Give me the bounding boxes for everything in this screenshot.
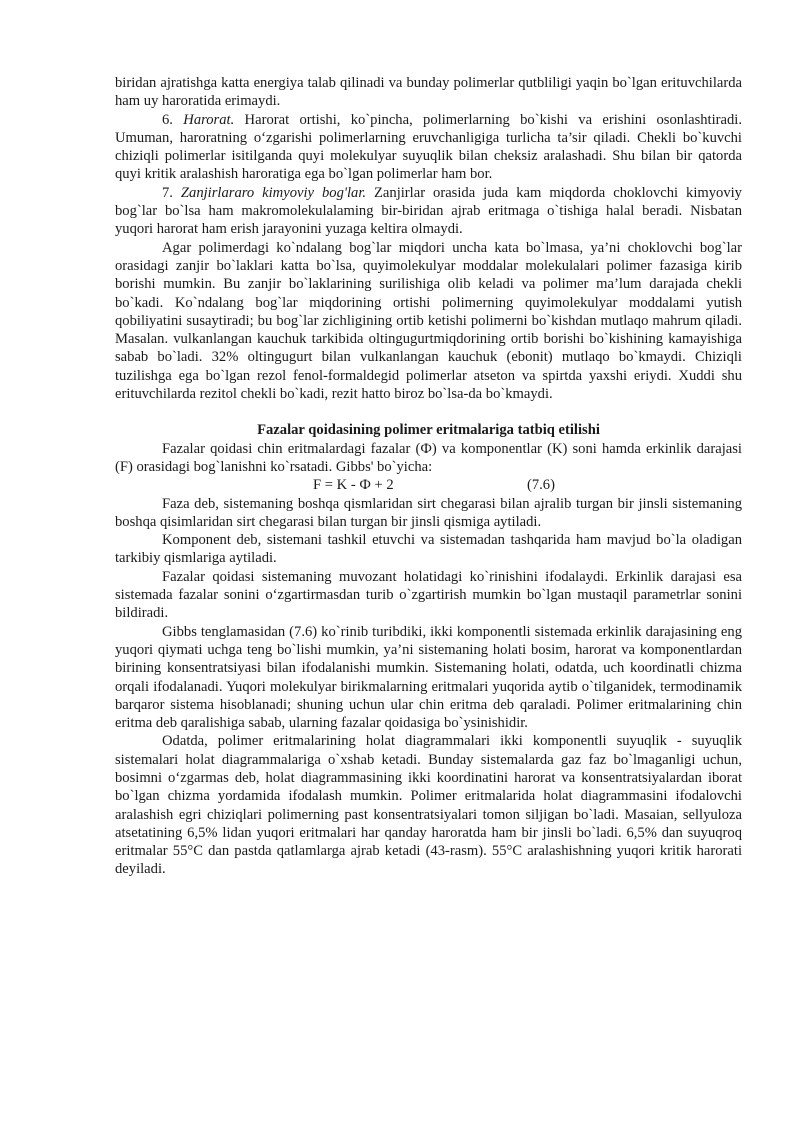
paragraph-crosslink-density: Agar polimerdagi ko`ndalang bog`lar miqdori uncha kata bo`lmasa, ya’ni choklovchi bog`lar orasidagi zanjir bo`laklari katta bo`lsa, quyimolekulyar moddalar molekulalari polimer fazasiga kirib borishi mumkin. Bu zanjir bo`laklarining surilishiga olib keladi va polimer ma’lum darajada chekli bo`kadi. Ko`ndalang bog`lar miqdorining ortishi polimerning quyimolekulyar moddalami yutish qobiliyatini susaytiradi; bu bog`lar zichligining ortib ketishi polimerni bo`kishdan mutlaqo mahrum qiladi. Masalan. vulkanlangan kauchuk tarkibida oltingugurtmiqdorining ortib borishi bo`kishining kamayishiga sabab bo`ladi. 32% oltingugurt bilan vulkanlangan kauchuk (ebonit) mutlaqo bo`kmaydi. Chiziqli tuzilishga ega bo`lgan rezol fenol-formaldegid polimerlar atseton va spirtda yaxshi eriydi. Xuddi shu erituvchilarda rezitol chekli bo`kadi, rezit hatto biroz bo`lsa-da bo`kmaydi. xyxy=(115,239,742,403)
paragraph-continuation: biridan ajratishga katta energiya talab qilinadi va bunday polimerlar qutbliligi yaqin bo`lgan erituvchilarda ham uy haroratida erimaydi. xyxy=(115,75,742,110)
gibbs-formula xyxy=(115,476,742,494)
item-body: Zanjirlar orasida juda kam miqdorda choklovchi kimyoviy bog`lar bo`lsa ham makromolekulalaming bir-biridan ajrab eritmaga o`tishiga halal beradi. Nisbatan yuqori harorat ham erish jarayonini yuzaga keltira olmaydi. xyxy=(115,184,742,238)
document-page xyxy=(115,74,742,879)
paragraph-degrees-of-freedom: Fazalar qoidasi sistemaning muvozant holatidagi ko`rinishini ifodalaydi. Erkinlik darajasi esa sistemada fazalar sonini o‘zgartirmasdan turib o`zgartirish mumkin bo`lgan mustaqil parametrlar sonini bildiradi. xyxy=(115,568,742,622)
paragraph-crosslinks xyxy=(115,184,742,239)
item-number: 7. xyxy=(162,184,181,201)
item-body: Harorat ortishi, ko`pincha, polimerlarning bo`kishi va erishini osonlashtiradi. Umuman, haroratning o‘zgarishi polimerlarning eruvchanligiga turlicha ta’sir qiladi. Chekli bo`kuvchi chiziqli polimerlar isitilganda quyi molekulyar suyuqlik bilan cheksiz aralashadi. Shu bilan bir qatorda quyi kritik aralashish haroratiga ega bo`lgan polimerlar ham bor. xyxy=(115,111,743,183)
paragraph-gibbs-equation: Gibbs tenglamasidan (7.6) ko`rinib turibdiki, ikki komponentli sistemada erkinlik darajasining eng yuqori qiymati uchga teng bo`lishi mumkin, ya’ni sistemaning holati bosim, harorat va komponentlardan birining konsentratsiyasi bilan ifodalanishi mumkin. Sistemaning holati, odatda, uch koordinatli chizma orqali ifodalanadi. Yuqori molekulyar birikmalarning eritmalari yuqorida aytib o`tilganidek, termodinamik barqaror sistema hisoblanadi; shuning uchun ular chin eritma deb qaraladi. Polimer eritmalarining chin eritma deb qaralishiga sabab, ularning fazalar qoidasiga bo`ysinishidir. xyxy=(115,623,742,732)
paragraph-phase-rule-intro: Fazalar qoidasi chin eritmalardagi fazalar (Ф) va komponentlar (K) soni hamda erkinlik darajasi (F) orasidagi bog`lanishni ko`rsatadi. Gibbs' bo`yicha: xyxy=(115,440,742,475)
item-number: 6. xyxy=(162,111,184,128)
paragraph-phase-diagrams: Odatda, polimer eritmalarining holat diagrammalari ikki komponentli suyuqlik - suyuqlik sistemalari holat diagrammalariga o`xshab ketadi. Bunday sistemalarda gaz faz bo`lmaganligi uchun, bosimni o‘zgarmas deb, holat diagrammasining ikki koordinatini harorat va konsentratsiyalardan iborat bo`lgan chizma yordamida ifodalash mumkin. Polimer eritmalarida holat diagrammasini ifodalovchi aralashish egri chiziqlari polimerning past konsentratsiyalari tomon siljigan bo`ladi. Masaian, sellyuloza atsetatining 6,5% lidan yuqori eritmalari har qanday haroratda ham bir jinsli bo`ladi. 6,5% dan suyuqroq eritmalar 55°C dan pastda qatlamlarga ajrab ketadi (43-rasm). 55°C aralashishning yuqori kritik harorati deyiladi. xyxy=(115,733,742,878)
item-term: Zanjirlararo kimyoviy bog'lar. xyxy=(180,184,367,201)
formula-number: (7.6) xyxy=(527,477,555,494)
paragraph-component-definition: Komponent deb, sistemani tashkil etuvchi va sistemadan tashqarida ham mavjud bo`la oladigan tarkibiy qismlariga aytiladi. xyxy=(115,532,742,567)
section-heading: Fazalar qoidasining polimer eritmalariga tatbiq etilishi xyxy=(257,422,600,439)
item-term: Harorat. xyxy=(183,111,235,128)
paragraph-temperature xyxy=(115,111,742,184)
paragraph-phase-definition: Faza deb, sistemaning boshqa qismlaridan sirt chegarasi bilan ajralib turgan bir jinsli sistemaning boshqa qisimlaridan sirt chegarasi bilan turgan bir jinsli qismiga aytiladi. xyxy=(115,495,742,530)
formula-expression: F = K - Ф + 2 xyxy=(313,477,394,494)
